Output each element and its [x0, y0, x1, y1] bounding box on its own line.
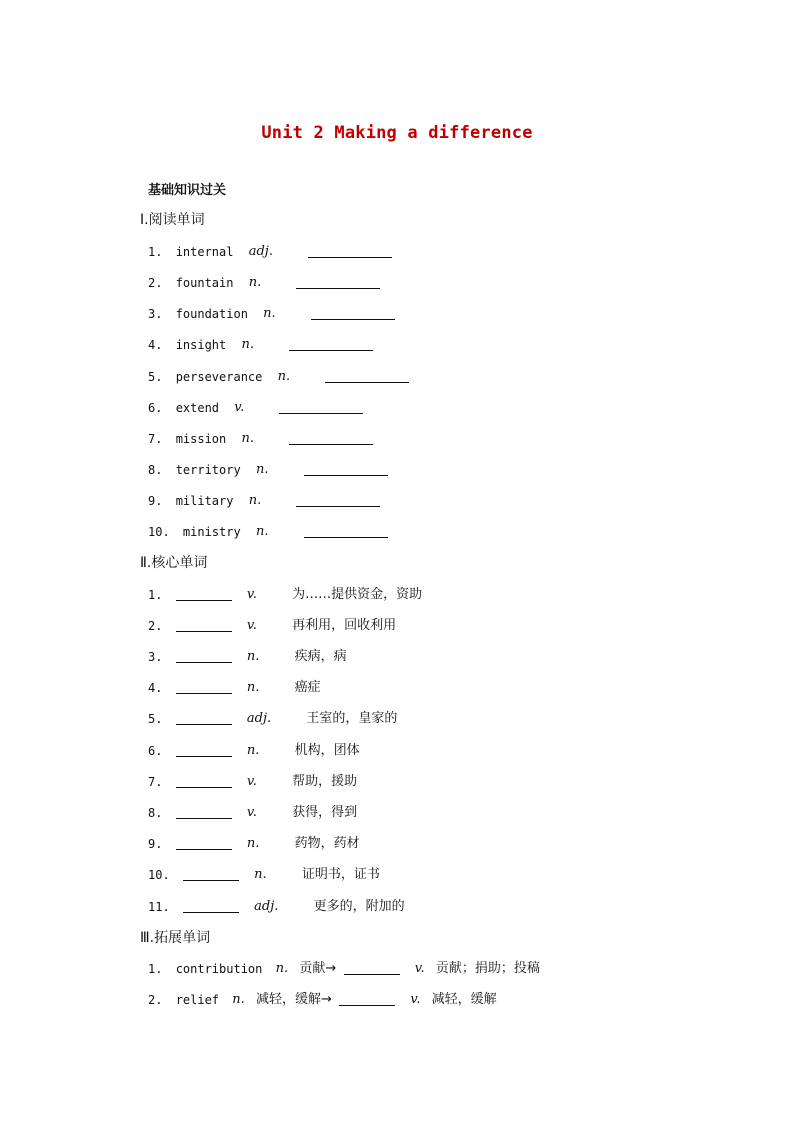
answer-blank[interactable] — [304, 525, 388, 538]
item-pos: adj. — [246, 710, 272, 726]
item-number: 10. — [148, 524, 170, 539]
reading-word-row — [148, 459, 388, 479]
core-word-row — [148, 771, 357, 791]
extension-word-row — [148, 958, 540, 978]
item-pos: v. — [410, 991, 421, 1007]
answer-blank[interactable] — [344, 962, 400, 975]
section2-title: Ⅱ.核心单词 — [140, 555, 208, 571]
reading-word-row — [148, 428, 373, 448]
reading-word-row — [148, 272, 380, 292]
core-word-row — [148, 864, 380, 884]
item-pos: n. — [255, 523, 269, 539]
reading-word-row — [148, 397, 363, 417]
item-meaning: 药物，药材 — [294, 835, 360, 851]
item-number: 11. — [148, 899, 170, 914]
item-word: ministry — [182, 524, 241, 539]
item-pos: n. — [254, 866, 267, 882]
item-meaning: 再利用，回收利用 — [292, 617, 397, 633]
item-word: perseverance — [175, 369, 263, 384]
reading-word-row — [148, 334, 373, 354]
item-pos: n. — [241, 336, 255, 352]
answer-blank[interactable] — [176, 650, 232, 663]
answer-blank[interactable] — [304, 463, 388, 476]
item-pos: v. — [246, 773, 257, 789]
core-word-row — [148, 740, 360, 760]
extension-word-row — [148, 989, 497, 1009]
core-word-row — [148, 646, 347, 666]
item-meaning: 更多的，附加的 — [313, 898, 405, 914]
item-pos: n. — [241, 430, 255, 446]
answer-blank[interactable] — [296, 494, 380, 507]
item-meaning: 贡献→ — [299, 960, 337, 976]
item-pos: v. — [414, 960, 425, 976]
item-number: 9. — [148, 493, 163, 508]
item-word: fountain — [175, 275, 234, 290]
item-meaning: 帮助，援助 — [292, 773, 358, 789]
item-number: 1. — [148, 244, 163, 259]
reading-word-row — [148, 241, 392, 261]
item-pos: v. — [246, 804, 257, 820]
item-number: 2. — [148, 275, 163, 290]
item-word: relief — [175, 992, 220, 1007]
core-word-row — [148, 708, 397, 728]
item-pos: n. — [248, 274, 262, 290]
item-number: 5. — [148, 369, 163, 384]
item-meaning: 疾病，病 — [294, 648, 347, 664]
answer-blank[interactable] — [176, 744, 232, 757]
item-number: 10. — [148, 867, 170, 882]
core-word-row — [148, 896, 405, 916]
core-word-row — [148, 584, 422, 604]
item-meaning: 机构，团体 — [294, 742, 360, 758]
item-number: 5. — [148, 711, 163, 726]
item-number: 3. — [148, 306, 163, 321]
reading-word-row — [148, 366, 409, 386]
answer-blank[interactable] — [176, 806, 232, 819]
item-pos: v. — [246, 586, 257, 602]
item-pos: n. — [255, 461, 269, 477]
page-title: Unit 2 Making a difference — [261, 123, 533, 143]
section1-title: Ⅰ.阅读单词 — [140, 212, 205, 228]
answer-blank[interactable] — [289, 338, 373, 351]
answer-blank[interactable] — [289, 432, 373, 445]
item-word: territory — [175, 462, 241, 477]
reading-word-row — [148, 303, 395, 323]
item-word: extend — [175, 400, 220, 415]
item-number: 1. — [148, 587, 163, 602]
item-pos: v. — [246, 617, 257, 633]
item-pos: n. — [277, 368, 291, 384]
item-number: 1. — [148, 961, 163, 976]
answer-blank[interactable] — [183, 868, 239, 881]
item-pos: adj. — [248, 243, 273, 259]
item-number: 6. — [148, 743, 163, 758]
item-number: 2. — [148, 618, 163, 633]
item-word: internal — [175, 244, 234, 259]
reading-word-row — [148, 490, 380, 510]
item-number: 7. — [148, 431, 163, 446]
answer-blank[interactable] — [176, 837, 232, 850]
item-number: 4. — [148, 337, 163, 352]
item-word: insight — [175, 337, 227, 352]
item-number: 4. — [148, 680, 163, 695]
item-pos: n. — [275, 960, 289, 976]
answer-blank[interactable] — [176, 619, 232, 632]
core-word-row — [148, 802, 357, 822]
item-meaning: 证明书，证书 — [301, 866, 380, 882]
item-pos: v. — [234, 399, 245, 415]
section3-title: Ⅲ.拓展单词 — [140, 930, 211, 946]
item-meaning: 贡献；捐助；投稿 — [435, 960, 540, 976]
item-pos: n. — [246, 679, 260, 695]
item-pos: n. — [248, 492, 262, 508]
item-pos: n. — [263, 305, 276, 321]
item-word: military — [175, 493, 234, 508]
core-word-row — [148, 677, 321, 697]
item-meaning: 减轻，缓解→ — [256, 991, 332, 1007]
answer-blank[interactable] — [183, 900, 239, 913]
item-pos: n. — [232, 991, 245, 1007]
item-number: 8. — [148, 805, 163, 820]
section-heading: 基础知识过关 — [148, 183, 227, 198]
answer-blank[interactable] — [339, 993, 395, 1006]
answer-blank[interactable] — [176, 712, 232, 725]
answer-blank[interactable] — [308, 245, 392, 258]
item-word: foundation — [175, 306, 248, 321]
item-meaning: 减轻，缓解 — [431, 991, 497, 1007]
answer-blank[interactable] — [176, 588, 232, 601]
item-pos: n. — [246, 742, 260, 758]
item-number: 7. — [148, 774, 163, 789]
item-word: contribution — [175, 961, 263, 976]
answer-blank[interactable] — [296, 276, 380, 289]
core-word-row — [148, 615, 396, 635]
answer-blank[interactable] — [176, 681, 232, 694]
item-number: 8. — [148, 462, 163, 477]
item-number: 9. — [148, 836, 163, 851]
item-meaning: 获得，得到 — [292, 804, 358, 820]
item-number: 3. — [148, 649, 163, 664]
item-meaning: 为……提供资金，资助 — [292, 586, 423, 602]
item-meaning: 王室的，皇家的 — [306, 710, 398, 726]
answer-blank[interactable] — [279, 401, 363, 414]
answer-blank[interactable] — [311, 307, 395, 320]
item-pos: n. — [246, 835, 260, 851]
core-word-row — [148, 833, 360, 853]
answer-blank[interactable] — [325, 370, 409, 383]
item-meaning: 癌症 — [294, 679, 321, 695]
reading-word-row — [148, 521, 388, 541]
item-word: mission — [175, 431, 227, 446]
item-pos: adj. — [254, 898, 279, 914]
answer-blank[interactable] — [176, 775, 232, 788]
item-pos: n. — [246, 648, 260, 664]
item-number: 6. — [148, 400, 163, 415]
item-number: 2. — [148, 992, 163, 1007]
